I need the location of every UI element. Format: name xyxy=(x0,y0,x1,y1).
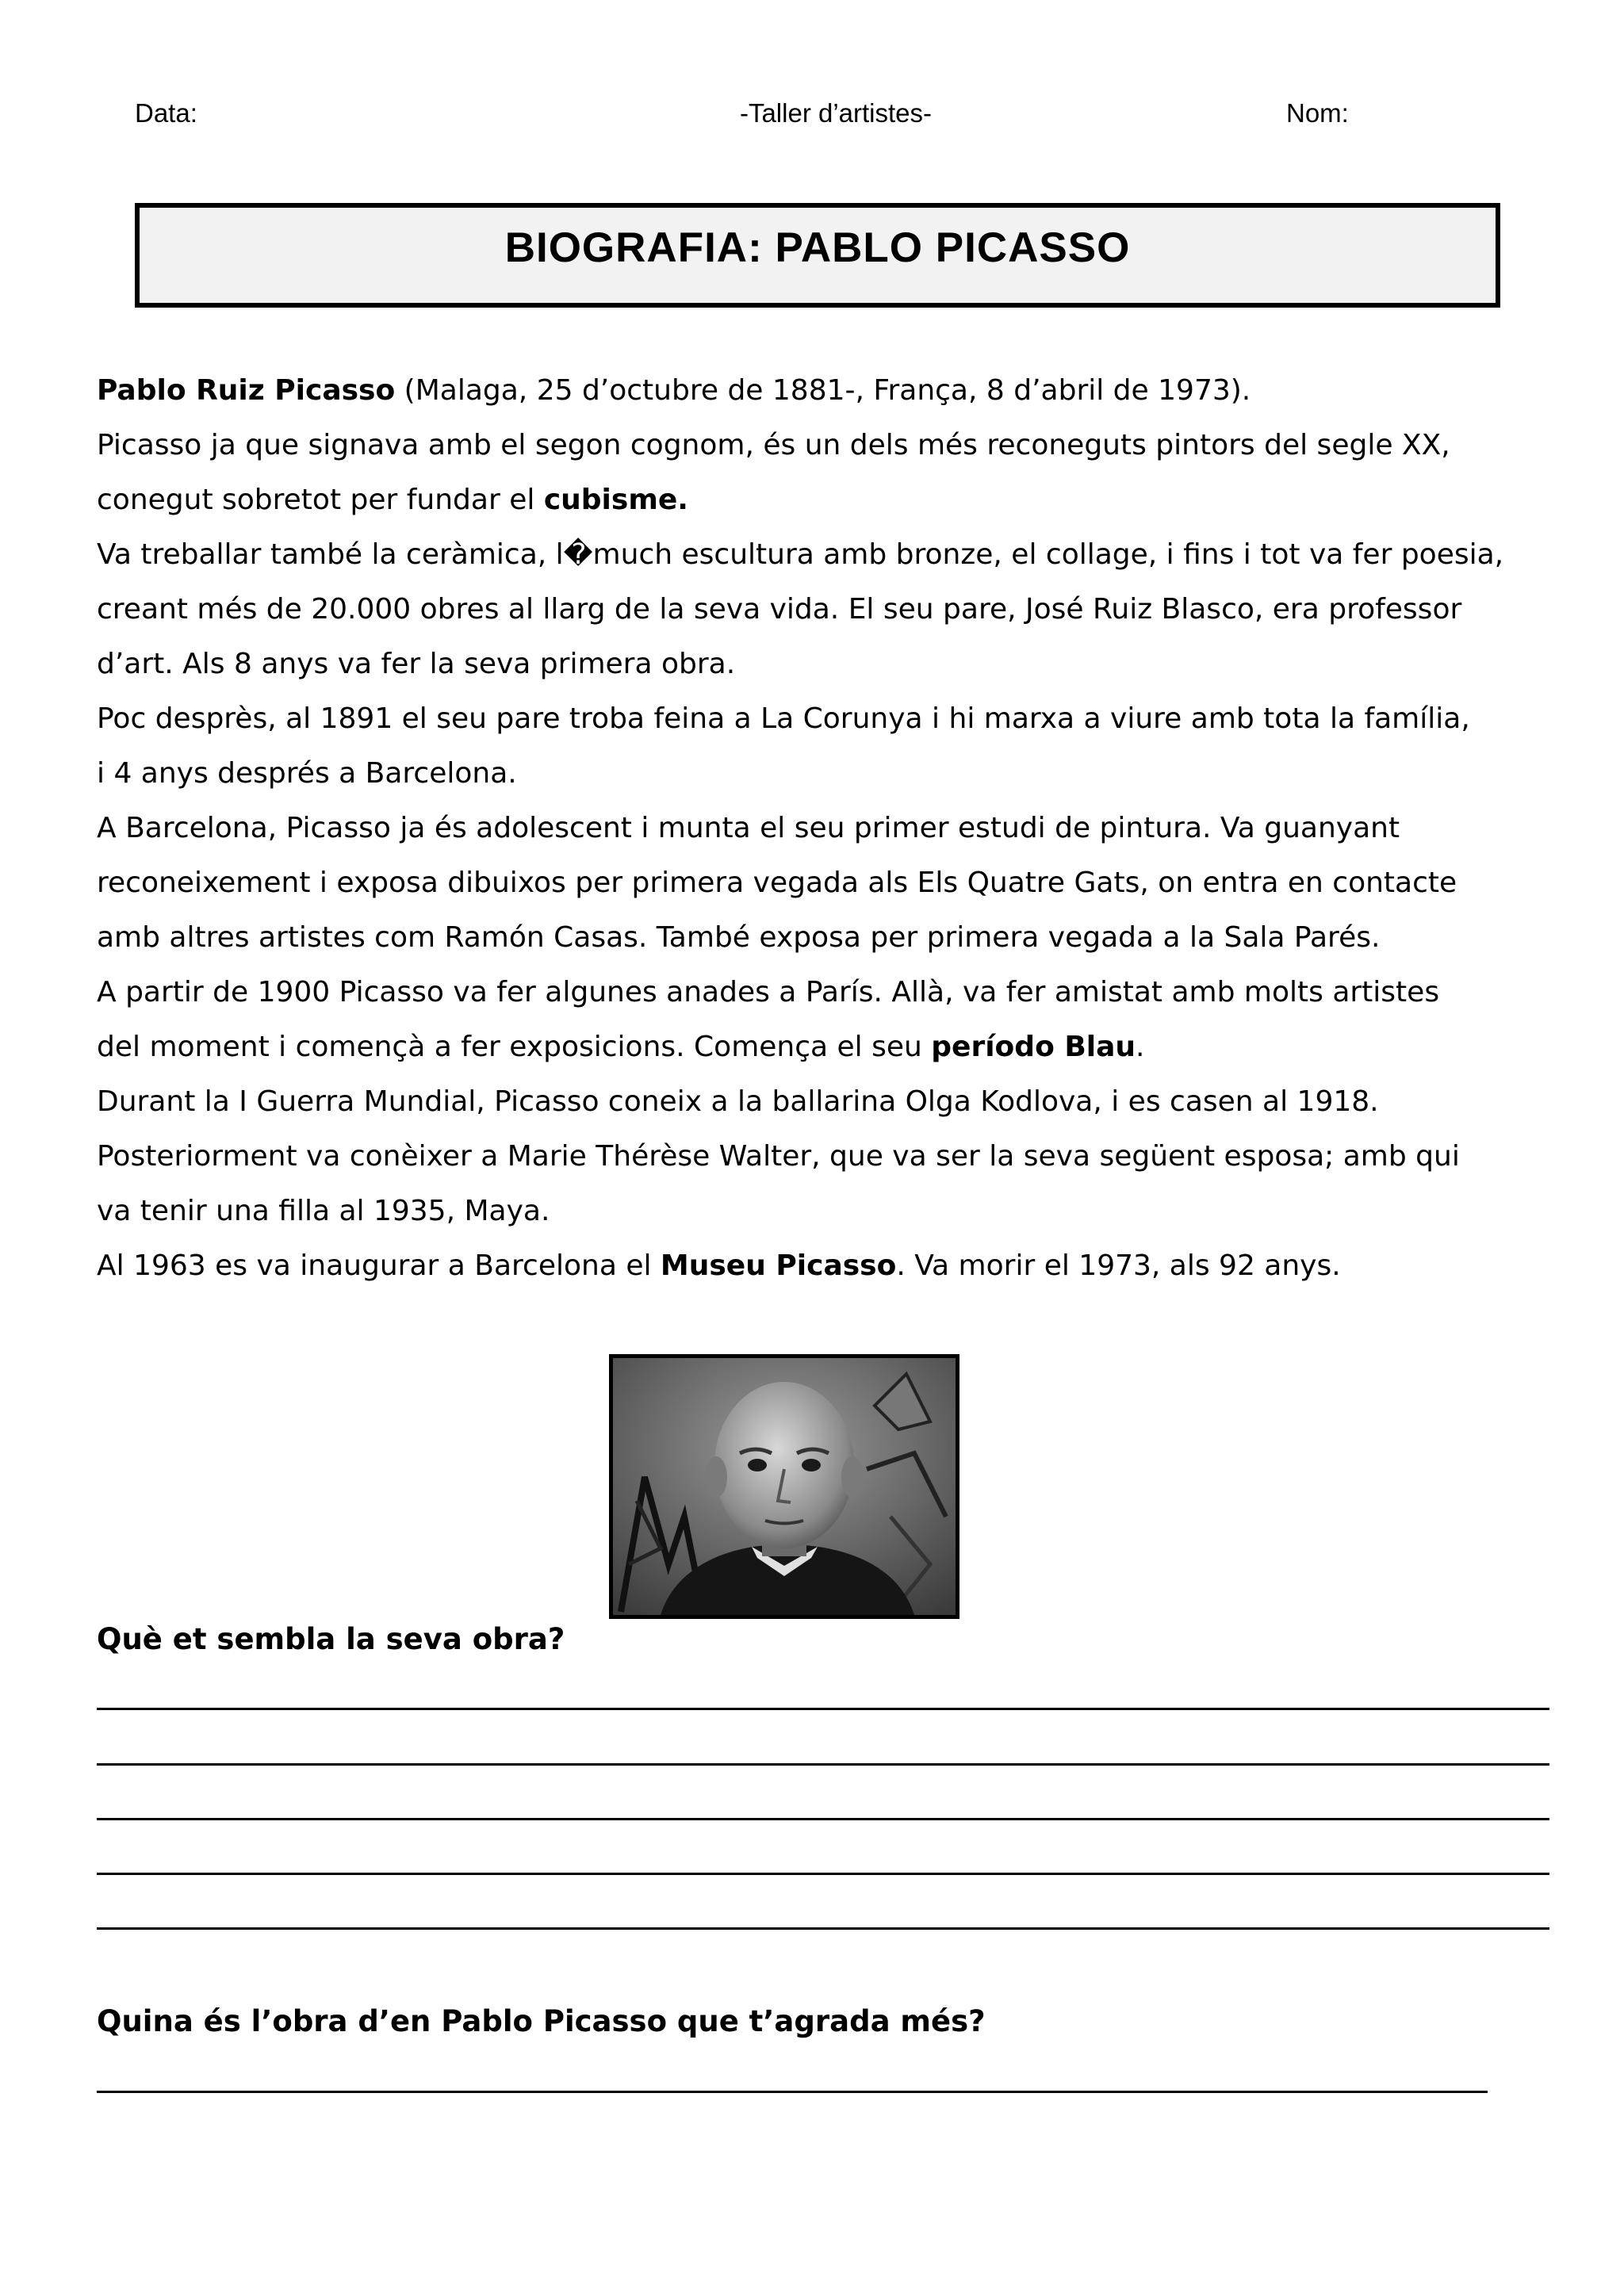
bio-line: amb altres artistes com Ramón Casas. També exposa per primera vegada a la Sala Parés. xyxy=(97,921,1381,954)
bio-line xyxy=(97,1020,1572,1074)
bio-text: del moment i començà a fer exposicions. Comença el seu xyxy=(97,1031,932,1063)
name-label: Nom: xyxy=(1286,98,1349,128)
picasso-portrait-photo xyxy=(609,1354,959,1619)
bio-line: Picasso ja que signava amb el segon cognom, és un dels més reconeguts pintors del segle XX, xyxy=(97,429,1450,461)
bio-text: Al 1963 es va inaugurar a Barcelona el xyxy=(97,1249,661,1282)
workshop-label: -Taller d’artistes- xyxy=(739,98,933,128)
answer-line-2[interactable] xyxy=(97,1763,1549,1766)
bio-line: A partir de 1900 Picasso va fer algunes anades a París. Allà, va fer amistat amb molts artistes xyxy=(97,976,1440,1008)
bio-line: Va treballar també la ceràmica, l�much escultura amb bronze, el collage, i fins i tot va fer poesia, xyxy=(97,538,1504,571)
page-title: BIOGRAFIA: PABLO PICASSO xyxy=(504,224,1131,271)
answer-line-q2[interactable] xyxy=(97,2091,1488,2093)
answer-line-4[interactable] xyxy=(97,1873,1549,1875)
bio-dates: (Malaga, 25 d’octubre de 1881-, França, 8 d’abril de 1973). xyxy=(395,374,1251,407)
bio-line: reconeixement i exposa dibuixos per primera vegada als Els Quatre Gats, on entra en contacte xyxy=(97,867,1457,899)
question-2: Quina és l’obra d’en Pablo Picasso que t’agrada més? xyxy=(97,2004,986,2038)
bio-line: Poc desprès, al 1891 el seu pare troba feina a La Corunya i hi marxa a viure amb tota la família, xyxy=(97,702,1470,735)
bio-line xyxy=(97,1238,1572,1293)
date-label: Data: xyxy=(135,98,197,128)
bio-line: i 4 anys després a Barcelona. xyxy=(97,757,517,790)
title-box xyxy=(135,203,1500,308)
bio-line: A Barcelona, Picasso ja és adolescent i munta el seu primer estudi de pintura. Va guanyant xyxy=(97,812,1400,844)
bio-text: . xyxy=(1136,1031,1145,1063)
bio-text: conegut sobretot per fundar el xyxy=(97,484,544,516)
bio-name: Pablo Ruiz Picasso xyxy=(97,374,396,407)
bio-line: Posteriorment va conèixer a Marie Thérèse Walter, que va ser la seva següent esposa; amb qui xyxy=(97,1140,1460,1173)
answer-line-3[interactable] xyxy=(97,1818,1549,1820)
answer-line-5[interactable] xyxy=(97,1927,1549,1930)
bio-highlight-museum: Museu Picasso xyxy=(660,1249,897,1282)
answer-line-1[interactable] xyxy=(97,1708,1549,1710)
bio-line: va tenir una filla al 1935, Maya. xyxy=(97,1195,550,1227)
bio-line xyxy=(97,473,1572,527)
bio-text: . Va morir el 1973, als 92 anys. xyxy=(896,1249,1341,1282)
question-1: Què et sembla la seva obra? xyxy=(97,1622,565,1656)
bio-line xyxy=(97,363,1572,418)
biography-text xyxy=(97,363,1572,1293)
bio-line: d’art. Als 8 anys va fer la seva primera obra. xyxy=(97,648,736,680)
bio-highlight-cubism: cubisme. xyxy=(543,484,688,516)
bio-line: Durant la I Guerra Mundial, Picasso coneix a la ballarina Olga Kodlova, i es casen al 1918. xyxy=(97,1085,1379,1118)
bio-line: creant més de 20.000 obres al llarg de la seva vida. El seu pare, José Ruiz Blasco, era professor xyxy=(97,593,1462,626)
bio-highlight-blue-period: período Blau xyxy=(931,1031,1136,1063)
